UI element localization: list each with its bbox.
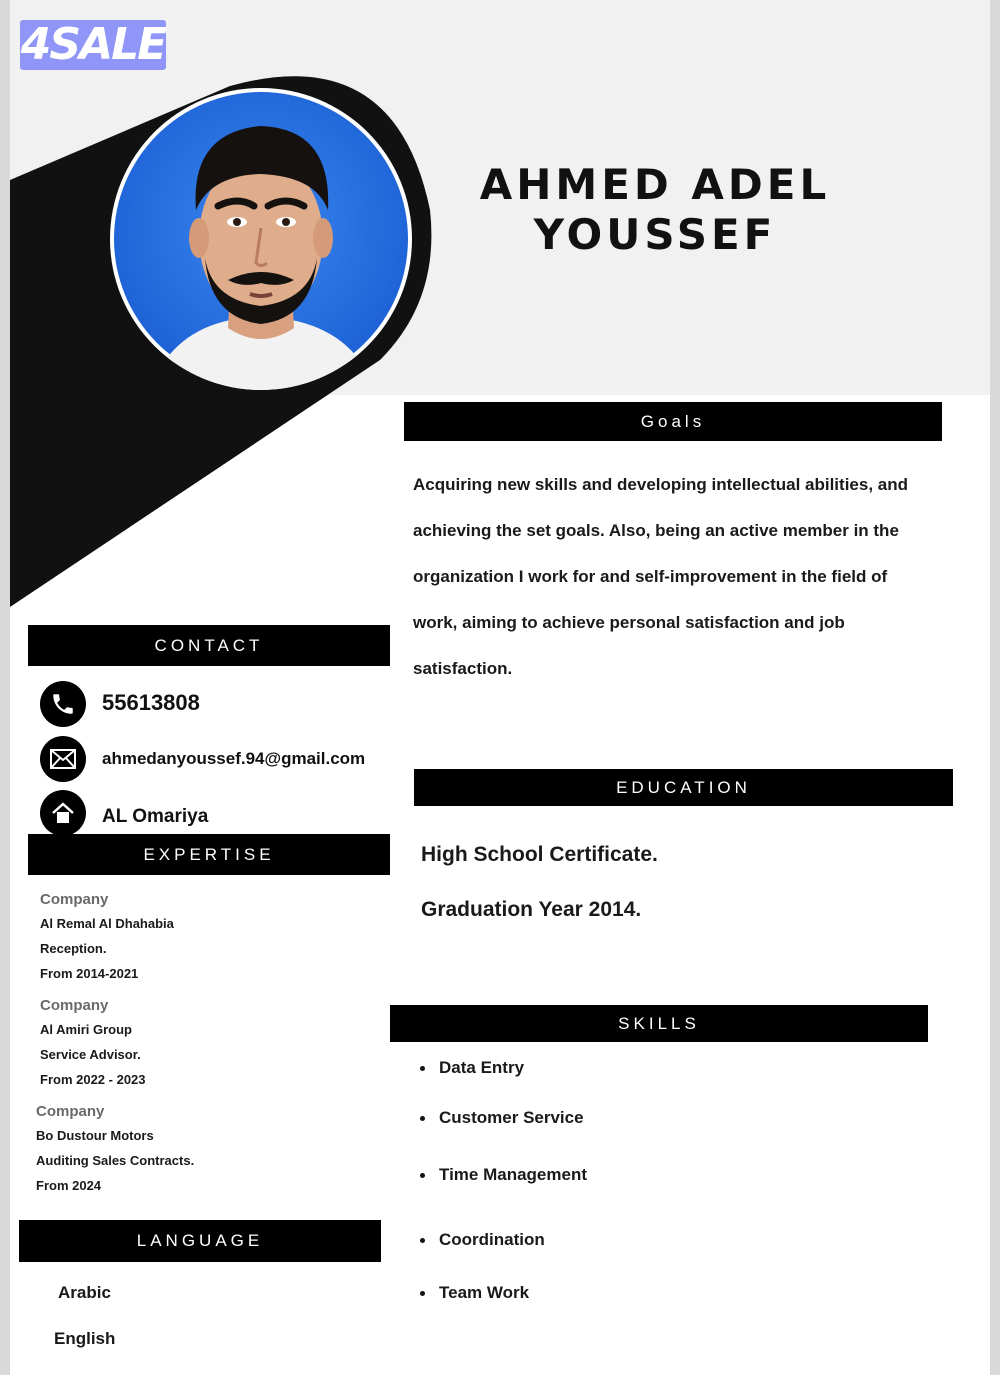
goals-line: work, aiming to achieve personal satisfaction and job [413, 613, 845, 632]
goals-line: Acquiring new skills and developing intellectual abilities, and [413, 475, 908, 494]
bullet-icon [420, 1066, 425, 1071]
portrait-illustration [110, 88, 412, 390]
skills-heading-bar [390, 1005, 928, 1042]
goals-line: satisfaction. [413, 659, 513, 678]
skill-label: Data Entry [439, 1058, 525, 1077]
goals-line: achieving the set goals. Also, being an active member in the [413, 521, 899, 540]
education-item: High School Certificate. [421, 843, 658, 866]
job-period: From 2022 - 2023 [40, 1072, 146, 1087]
expertise-job [40, 891, 174, 981]
language-item: Arabic [58, 1283, 111, 1302]
goals-heading: Goals [640, 412, 706, 431]
job-role: Reception. [40, 941, 107, 956]
job-company: Bo Dustour Motors [36, 1128, 154, 1143]
expertise-job [36, 1103, 194, 1193]
job-role: Service Advisor. [40, 1047, 141, 1062]
goals-line: organization I work for and self-improvement in the field of [413, 567, 888, 586]
person-name [440, 160, 870, 260]
profile-photo [110, 88, 412, 390]
phone-icon [40, 681, 86, 727]
goals-paragraph [413, 462, 953, 692]
language-item: English [54, 1329, 116, 1348]
skill-item [420, 1108, 584, 1128]
job-company: Al Amiri Group [40, 1022, 132, 1037]
job-period: From 2024 [36, 1178, 102, 1193]
language-heading-bar [19, 1220, 381, 1262]
skill-item [420, 1230, 545, 1250]
language-heading: LANGUAGE [136, 1231, 264, 1250]
goals-heading-bar [404, 402, 942, 441]
bullet-icon [420, 1238, 425, 1243]
education-item: Graduation Year 2014. [421, 898, 642, 921]
job-period: From 2014-2021 [40, 966, 139, 981]
email-address: ahmedanyoussef.94@gmail.com [102, 749, 366, 768]
name-line-1: AHMED ADEL [479, 160, 831, 209]
contact-heading-bar [28, 625, 390, 666]
job-label: Company [40, 891, 109, 908]
watermark-badge: 4SALE [20, 19, 166, 70]
skill-label: Time Management [439, 1165, 588, 1184]
name-line-2: YOUSSEF [533, 210, 777, 259]
contact-heading: CONTACT [154, 636, 264, 655]
expertise-job [40, 997, 146, 1087]
skill-label: Team Work [439, 1283, 530, 1302]
job-label: Company [36, 1103, 105, 1120]
job-company: Al Remal Al Dhahabia [40, 916, 174, 931]
phone-number: 55613808 [102, 690, 200, 715]
bullet-icon [420, 1116, 425, 1121]
mail-icon [40, 736, 86, 782]
skill-item [420, 1283, 529, 1303]
skill-label: Customer Service [439, 1108, 584, 1127]
education-heading-bar [414, 769, 953, 806]
education-heading: EDUCATION [616, 778, 751, 797]
expertise-heading-bar [28, 834, 390, 875]
skill-label: Coordination [439, 1230, 545, 1249]
skill-item [420, 1165, 587, 1185]
skill-item [420, 1058, 524, 1078]
address: AL Omariya [102, 806, 209, 827]
skills-heading: SKILLS [618, 1014, 700, 1033]
expertise-heading: EXPERTISE [143, 845, 275, 864]
job-label: Company [40, 997, 109, 1014]
job-role: Auditing Sales Contracts. [36, 1153, 195, 1168]
bullet-icon [420, 1173, 425, 1178]
bullet-icon [420, 1291, 425, 1296]
home-icon [40, 790, 86, 836]
